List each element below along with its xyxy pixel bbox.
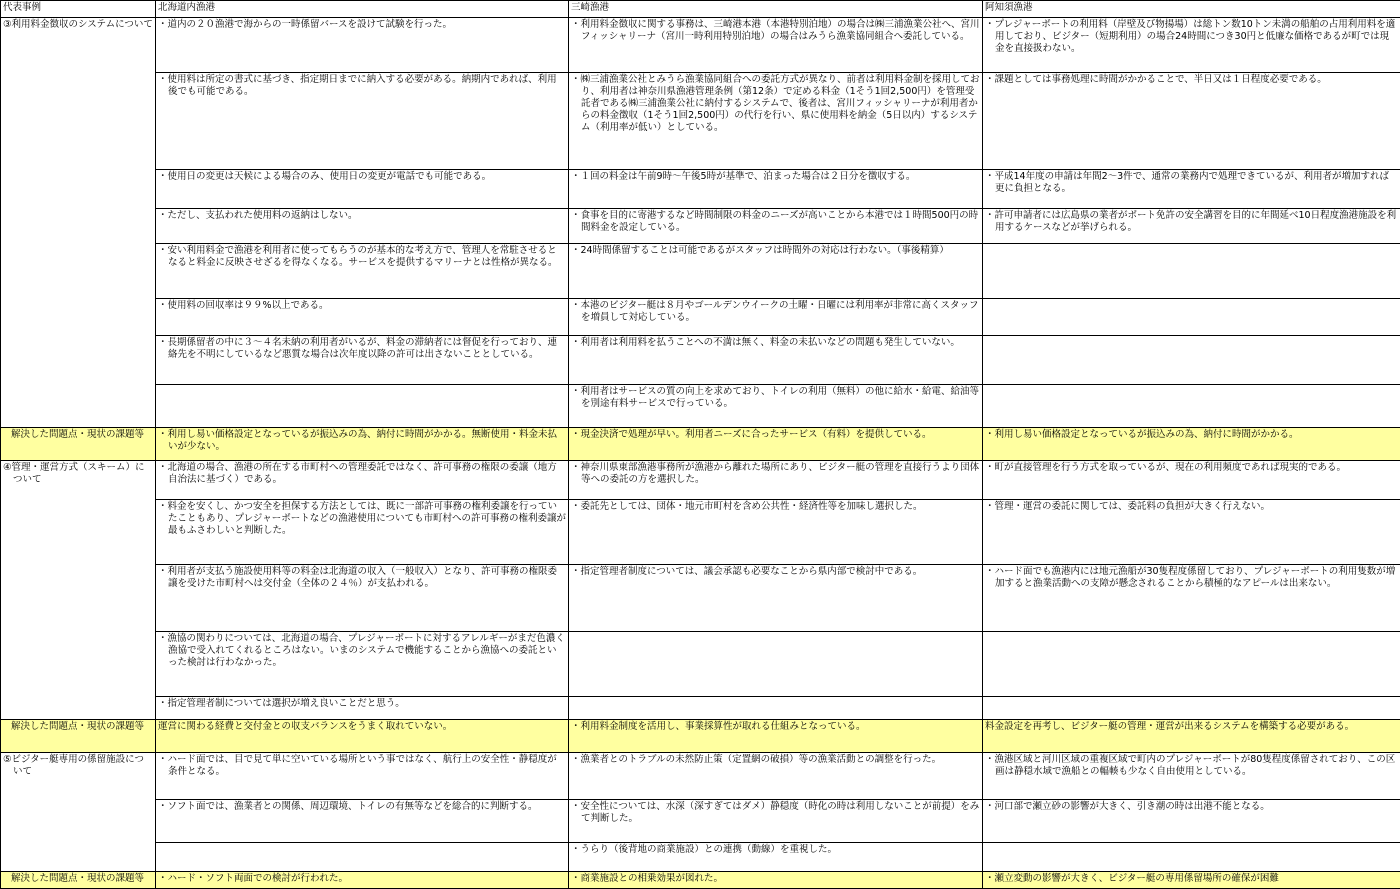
table-cell[interactable] <box>569 73 983 170</box>
summary-row <box>1 720 1400 753</box>
section-title-cell[interactable] <box>1 461 156 720</box>
summary-text: ・商業施設との相乗効果が図れた。 <box>571 873 980 885</box>
table-cell[interactable] <box>983 244 1400 299</box>
cell-text: ・委託先としては、団体・地元市町村を含め公共性・経済性等を加味し選択した。 <box>571 501 980 513</box>
table-row <box>1 385 1400 428</box>
table-cell[interactable] <box>983 73 1400 170</box>
table-cell[interactable] <box>156 843 569 872</box>
cell-text: ・北海道の場合、漁港の所在する市町村への管理委託ではなく、許可事務の権限の委譲（地方自治法に基づく）である。 <box>158 462 566 486</box>
summary-row <box>1 428 1400 461</box>
section-title: ⑤ビジター艇専用の係留施設について <box>3 754 153 778</box>
summary-label[interactable]: 解決した問題点・現状の課題等 <box>1 428 156 461</box>
table-row <box>1 500 1400 565</box>
table-cell[interactable] <box>569 800 983 843</box>
cell-text: ・指定管理者制度については、議会承認も必要なことから県内部で検討中である。 <box>571 566 980 578</box>
cell-text: ・利用者は利用料を払うことへの不満は無く、料金の未払いなどの問題も発生していない。 <box>571 337 980 349</box>
cell-text: ・道内の２０漁港で海からの一時係留バースを設けて試験を行った。 <box>158 19 566 31</box>
section-title: ③利用料金徴収のシステムについて <box>3 19 153 31</box>
cell-text: ・利用者が支払う施設使用料等の料金は北海道の収入（一般収入）となり、許可事務の権限委譲を受けた市町村へは交付金（全体の２４％）が支払われる。 <box>158 566 566 590</box>
table-cell[interactable] <box>569 209 983 244</box>
cell-text: ・課題としては事務処理に時間がかかることで、半日又は１日程度必要である。 <box>985 74 1398 86</box>
cell-text: ・長期係留者の中に３〜４名未納の利用者がいるが、料金の滞納者には督促を行っており、連絡先を不明にしているなど悪質な場合は次年度以降の許可は出さないこととしている。 <box>158 337 566 361</box>
cell-text: ・食事を目的に寄港するなど時間制限の料金のニーズが高いことから本港では１時間500円の時間料金を設定している。 <box>571 210 980 234</box>
summary-text: ・瀬立変動の影響が大きく、ビジター艇の専用係留場所の確保が困難 <box>985 873 1398 885</box>
summary-text: 料金設定を再考し、ビジター艇の管理・運営が出来るシステムを構築する必要がある。 <box>985 721 1398 733</box>
table-row <box>1 73 1400 170</box>
table-row <box>1 565 1400 632</box>
table-cell[interactable] <box>156 336 569 385</box>
table-cell[interactable] <box>156 209 569 244</box>
table-cell[interactable] <box>983 565 1400 632</box>
summary-cell[interactable] <box>156 720 569 753</box>
table-row <box>1 632 1400 697</box>
table-row <box>1 843 1400 872</box>
summary-row <box>1 872 1400 889</box>
cell-text: ・指定管理者制については選択が増え良いことだと思う。 <box>158 698 566 710</box>
table-cell[interactable] <box>569 565 983 632</box>
table-row <box>1 18 1400 73</box>
table-cell[interactable] <box>983 336 1400 385</box>
table-cell[interactable] <box>569 299 983 336</box>
table-cell[interactable] <box>983 461 1400 500</box>
cell-text: ・安全性については、水深（深すぎてはダメ）静穏度（時化の時は利用しないことが前提）をみて判断した。 <box>571 801 980 825</box>
summary-text: 運営に関わる経費と交付金との収支バランスをうまく取れていない。 <box>158 721 566 733</box>
cell-text: ・使用日の変更は天候による場合のみ、使用日の変更が電話でも可能である。 <box>158 171 566 183</box>
cell-text: ・許可申請者には広島県の業者がボート免許の安全講習を目的に年間延べ10日程度漁港施設を利用するケースなどが挙げられる。 <box>985 210 1398 234</box>
cell-text: ・漁港区域と河川区域の重複区域で町内のプレジャーボートが80隻程度係留されており、この区画は静穏水域で漁船との輻輳も少なく自由使用としている。 <box>985 754 1398 778</box>
table-cell[interactable] <box>983 753 1400 800</box>
table-cell[interactable] <box>983 18 1400 73</box>
table-row <box>1 461 1400 500</box>
cell-text: ・ハード面でも漁港内には地元漁船が30隻程度係留しており、プレジャーボートの利用隻数が増加すると漁業活動への支障が懸念されることから積極的なアピールは出来ない。 <box>985 566 1398 590</box>
table-row <box>1 209 1400 244</box>
summary-text: ・利用し易い価格設定となっているが振込みの為、納付に時間がかかる。 <box>985 429 1398 441</box>
cell-text: ・平成14年度の申請は年間2〜3件で、通常の業務内で処理できているが、利用者が増加すれば更に負担となる。 <box>985 171 1398 195</box>
summary-text: ・利用料金制度を活用し、事業採算性が取れる仕組みとなっている。 <box>571 721 980 733</box>
table-row <box>1 753 1400 800</box>
header-cell[interactable]: 北海道内漁港 <box>156 1 569 18</box>
cell-text: ・河口部で瀬立砂の影響が大きく、引き潮の時は出港不能となる。 <box>985 801 1398 813</box>
header-cell[interactable]: 三崎漁港 <box>569 1 983 18</box>
cell-text: ・町が直接管理を行う方式を取っているが、現在の利用頻度であれば現実的である。 <box>985 462 1398 474</box>
cell-text: ・料金を安くし、かつ安全を担保する方法としては、既に一部許可事務の権利委譲を行っていたこともあり、プレジャーボートなどの漁港使用についても市町村への許可事務の権利委譲が最もふさわしいと判断した。 <box>158 501 566 537</box>
cell-text: ・本港のビジター艇は８月やゴールデンウイークの土曜・日曜には利用率が非常に高くスタッフを増員して対応している。 <box>571 300 980 324</box>
table-cell[interactable] <box>569 385 983 428</box>
table-cell[interactable] <box>156 753 569 800</box>
summary-cell[interactable] <box>983 720 1400 753</box>
table-cell[interactable] <box>156 170 569 209</box>
header-cell[interactable]: 阿知須漁港 <box>983 1 1400 18</box>
table-cell[interactable] <box>569 18 983 73</box>
summary-cell[interactable] <box>156 428 569 461</box>
table-cell[interactable] <box>569 632 983 697</box>
cell-text: ・管理・運営の委託に関しては、委託料の負担が大きく行えない。 <box>985 501 1398 513</box>
cell-text: ・24時間係留することは可能であるがスタッフは時間外の対応は行わない。（事後精算） <box>571 245 980 257</box>
cell-text: ・プレジャーボートの利用料（岸壁及び物揚場）は総トン数10トン未満の船舶の占用利用料を適用しており、ビジター（短期利用）の場合24時間につき30円と低廉な価格であるが町では現金を直接扱わない。 <box>985 19 1398 55</box>
cell-text: ・ただし、支払われた使用料の返納はしない。 <box>158 210 566 222</box>
cell-text: ・㈱三浦漁業公社とみうら漁業協同組合への委託方式が異なり、前者は利用料金制を採用しており、利用者は神奈川県漁港管理条例（第12条）で定める料金（1そう1回2,500円）を管理受託者である㈱三浦漁業公社に納付するシステムで、後者は、宮川フィッシャリーナが利用者からの料金徴収（1そう1回2,500円）の代行を行い、県に使用料を納金（5日以内）するシステム（利用率が低い）としている。 <box>571 74 980 134</box>
cell-text: ・使用料は所定の書式に基づき、指定期日までに納入する必要がある。納期内であれば、利用後でも可能である。 <box>158 74 566 98</box>
summary-cell[interactable] <box>983 872 1400 889</box>
table-row <box>1 170 1400 209</box>
table-cell[interactable] <box>156 565 569 632</box>
summary-text: ・現金決済で処理が早い。利用者ニーズに合ったサービス（有料）を提供している。 <box>571 429 980 441</box>
table-cell[interactable] <box>569 244 983 299</box>
summary-cell[interactable] <box>569 428 983 461</box>
table-cell[interactable] <box>156 18 569 73</box>
cell-text: ・安い利用料金で漁港を利用者に使ってもらうのが基本的な考え方で、管理人を常駐させるとなると料金に反映させざるを得なくなる。サービスを提供するマリーナとは性格が異なる。 <box>158 245 566 269</box>
table-row <box>1 244 1400 299</box>
cell-text: ・漁業者とのトラブルの未然防止策（定置網の破損）等の漁業活動との調整を行った。 <box>571 754 980 766</box>
table-cell[interactable] <box>156 299 569 336</box>
summary-text: ・ハード・ソフト両面での検討が行われた。 <box>158 873 566 885</box>
cell-text: ・利用者はサービスの質の向上を求めており、トイレの利用（無料）の他に給水・給電、給油等を別途有料サービスで行っている。 <box>571 386 980 410</box>
summary-label[interactable]: 解決した問題点・現状の課題等 <box>1 720 156 753</box>
table-row <box>1 336 1400 385</box>
table-cell[interactable] <box>156 244 569 299</box>
header-cell[interactable]: 代表事例 <box>1 1 156 18</box>
summary-cell[interactable] <box>569 872 983 889</box>
table-cell[interactable] <box>156 500 569 565</box>
cell-text: ・漁協の関わりについては、北海道の場合、プレジャーボートに対するアレルギーがまだ色濃く漁協で受入れてくれるところはない。いまのシステムで機能することから漁協への委託といった検討は行わなかった。 <box>158 633 566 669</box>
table-cell[interactable] <box>569 170 983 209</box>
table-cell[interactable] <box>569 697 983 720</box>
table-row <box>1 697 1400 720</box>
table-cell[interactable] <box>983 697 1400 720</box>
table-cell[interactable] <box>983 800 1400 843</box>
cell-text: ・使用料の回収率は９９%以上である。 <box>158 300 566 312</box>
table-cell[interactable] <box>156 385 569 428</box>
table-row <box>1 800 1400 843</box>
table-cell[interactable] <box>569 500 983 565</box>
table-cell[interactable] <box>569 753 983 800</box>
cell-text: ・利用料金徴収に関する事務は、三崎港本港（本港特別泊地）の場合は㈱三浦漁業公社へ、宮川フィッシャリーナ（宮川一時利用特別泊地）の場合はみうら漁業協同組合へ委託している。 <box>571 19 980 43</box>
cell-text: ・ハード面では、目で見て単に空いている場所という事ではなく、航行上の安全性・静穏度が条件となる。 <box>158 754 566 778</box>
cell-text: ・神奈川県東部漁港事務所が漁港から離れた場所にあり、ビジター艇の管理を直接行うより団体等への委託の方を選択した。 <box>571 462 980 486</box>
table-row <box>1 299 1400 336</box>
table-cell[interactable] <box>983 299 1400 336</box>
summary-cell[interactable] <box>156 872 569 889</box>
table-cell[interactable] <box>983 500 1400 565</box>
table-cell[interactable] <box>569 336 983 385</box>
header-row <box>1 1 1400 18</box>
table-cell[interactable] <box>983 385 1400 428</box>
table-cell[interactable] <box>983 170 1400 209</box>
table-cell[interactable] <box>983 209 1400 244</box>
summary-label[interactable]: 解決した問題点・現状の課題等 <box>1 872 156 889</box>
summary-cell[interactable] <box>983 428 1400 461</box>
section-title-cell[interactable] <box>1 753 156 872</box>
table-cell[interactable] <box>156 697 569 720</box>
summary-text: ・利用し易い価格設定となっているが振込みの為、納付に時間がかかる。無断使用・料金未払いが少ない。 <box>158 429 566 453</box>
cell-text: ・うらり（後背地の商業施設）との連携（動線）を重視した。 <box>571 844 980 856</box>
table-cell[interactable] <box>156 800 569 843</box>
cell-text: ・１回の料金は午前9時〜午後5時が基準で、泊まった場合は２日分を徴収する。 <box>571 171 980 183</box>
table-cell[interactable] <box>983 632 1400 697</box>
section-title: ④管理・運営方式（スキーム）について <box>3 462 153 486</box>
table-cell[interactable] <box>156 73 569 170</box>
table-cell[interactable] <box>156 461 569 500</box>
table-cell[interactable] <box>983 843 1400 872</box>
summary-cell[interactable] <box>569 720 983 753</box>
table-cell[interactable] <box>569 843 983 872</box>
table-cell[interactable] <box>569 461 983 500</box>
cell-text: ・ソフト面では、漁業者との関係、周辺環境、トイレの有無等などを総合的に判断する。 <box>158 801 566 813</box>
table-cell[interactable] <box>156 632 569 697</box>
section-title-cell[interactable] <box>1 18 156 428</box>
